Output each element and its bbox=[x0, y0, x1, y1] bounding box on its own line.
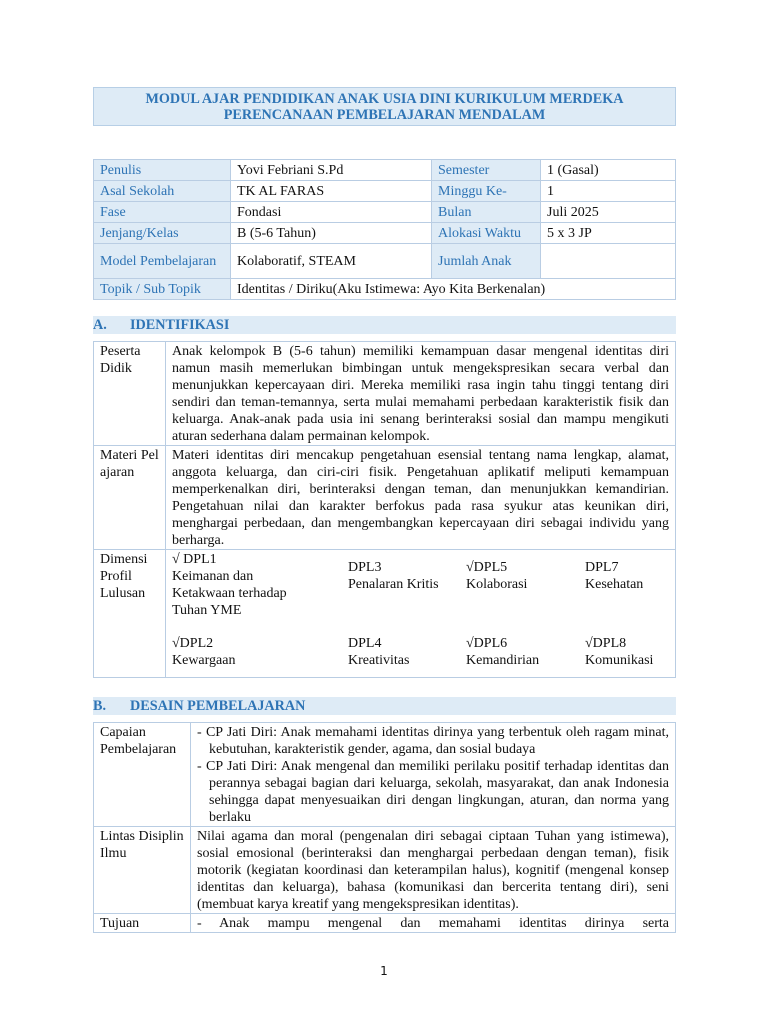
dpl-code: √DPL8 bbox=[585, 636, 627, 651]
materi-text: Materi identitas diri mencakup pengetahuan esensial tentang nama lengkap, alamat, anggota keluarga, dan ciri-ciri fisik. Pengetahuan aplikatif meliputi kemampuan memperkenalkan diri, berinteraksi dengan teman, dan menunjukkan kemandirian. Pengetahuan nilai dan karakter berfokus pada rasa syukur atas keunikan diri, menghargai perbedaan, dan mengembangkan kepercayaan diri sebagai individu yang berharga. bbox=[166, 446, 676, 550]
info-table bbox=[93, 159, 676, 300]
sekolah-label: Asal Sekolah bbox=[94, 181, 231, 202]
section-a-heading bbox=[93, 316, 676, 334]
dpl-item bbox=[585, 551, 669, 619]
section-a-number: A. bbox=[93, 317, 107, 333]
peserta-label: Peserta Didik bbox=[94, 342, 166, 446]
title-line-1: MODUL AJAR PENDIDIKAN ANAK USIA DINI KURIKULUM MERDEKA bbox=[145, 91, 624, 107]
dpl-name: Penalaran Kritis bbox=[348, 577, 439, 592]
section-b-heading bbox=[93, 697, 676, 715]
dpl-code: √DPL6 bbox=[466, 636, 508, 651]
section-b-number: B. bbox=[93, 698, 107, 714]
section-b-title: DESAIN PEMBELAJARAN bbox=[130, 698, 306, 714]
semester-label: Semester bbox=[432, 160, 541, 181]
capaian-cell bbox=[191, 723, 676, 827]
dpl-code: DPL7 bbox=[585, 560, 619, 575]
penulis-value: Yovi Febriani S.Pd bbox=[231, 160, 432, 181]
dpl-name: Kolaborasi bbox=[466, 577, 528, 592]
fase-value: Fondasi bbox=[231, 202, 432, 223]
sekolah-value: TK AL FARAS bbox=[231, 181, 432, 202]
document-page bbox=[93, 87, 676, 933]
fase-label: Fase bbox=[94, 202, 231, 223]
page-number: 1 bbox=[380, 964, 388, 978]
dpl-name: Kewargaan bbox=[172, 653, 236, 668]
bulan-label: Bulan bbox=[432, 202, 541, 223]
dimensi-label: Dimensi Profil Lulusan bbox=[94, 550, 166, 678]
bulan-value: Juli 2025 bbox=[541, 202, 676, 223]
penulis-label: Penulis bbox=[94, 160, 231, 181]
dpl-name: Keimanan dan Ketakwaan terhadap Tuhan YME bbox=[172, 569, 287, 618]
dpl-item bbox=[348, 619, 466, 669]
tujuan-text: - Anak mampu mengenal dan memahami identitas dirinya serta bbox=[191, 914, 676, 933]
minggu-label: Minggu Ke- bbox=[432, 181, 541, 202]
alokasi-value: 5 x 3 JP bbox=[541, 223, 676, 244]
dpl-code: √DPL5 bbox=[466, 560, 508, 575]
dpl-code: √ DPL1 bbox=[172, 552, 217, 567]
dpl-name: Kreativitas bbox=[348, 653, 410, 668]
semester-value: 1 (Gasal) bbox=[541, 160, 676, 181]
minggu-value: 1 bbox=[541, 181, 676, 202]
desain-table bbox=[93, 722, 676, 933]
dpl-code: DPL3 bbox=[348, 560, 382, 575]
identifikasi-table bbox=[93, 341, 676, 678]
materi-label: Materi Pelajaran bbox=[94, 446, 166, 550]
jumlah-value bbox=[541, 244, 676, 279]
dpl-item bbox=[466, 619, 585, 669]
model-label: Model Pembelajaran bbox=[94, 244, 231, 279]
dpl-name: Kemandirian bbox=[466, 653, 540, 668]
topik-label: Topik / Sub Topik bbox=[94, 279, 231, 300]
peserta-text: Anak kelompok B (5-6 tahun) memiliki kemampuan dasar mengenal identitas diri namun masih memerlukan bimbingan untuk mengekspresikan secara verbal dan menunjukkan kepercayaan diri. Mereka memiliki rasa ingin tahu tinggi tentang diri sendiri dan teman-temannya, serta mulai memahami perbedaan karakteristik fisik dan keluarga. Anak-anak pada usia ini senang berinteraksi sosial dan mampu mengikuti aturan sederhana dalam permainan kelompok. bbox=[166, 342, 676, 446]
capaian-item: - CP Jati Diri: Anak memahami identitas dirinya yang terbentuk oleh ragam minat, kebutuhan, karakteristik gender, agama, dan sosial budaya bbox=[197, 725, 669, 757]
jenjang-value: B (5-6 Tahun) bbox=[231, 223, 432, 244]
dpl-code: DPL4 bbox=[348, 636, 382, 651]
dpl-name: Kesehatan bbox=[585, 577, 644, 592]
dpl-code: √DPL2 bbox=[172, 636, 214, 651]
title-line-2: PERENCANAAN PEMBELAJARAN MENDALAM bbox=[223, 107, 546, 123]
lintas-text: Nilai agama dan moral (pengenalan diri sebagai ciptaan Tuhan yang istimewa), sosial emosional (berinteraksi dan menghargai perbedaan dengan teman), fisik motorik (kegiatan koordinasi dan keterampilan halus), kognitif (mengenal konsep identitas dan keluarga), bahasa (komunikasi dan bercerita tentang diri), seni (membuat karya kreatif yang mengekspresikan identitas). bbox=[191, 827, 676, 914]
dpl-item bbox=[172, 551, 348, 619]
tujuan-label: Tujuan bbox=[94, 914, 191, 933]
dpl-grid-cell bbox=[166, 550, 676, 678]
dpl-item bbox=[172, 619, 348, 669]
dpl-item bbox=[585, 619, 669, 669]
model-value: Kolaboratif, STEAM bbox=[231, 244, 432, 279]
dpl-item bbox=[466, 551, 585, 619]
jumlah-label: Jumlah Anak bbox=[432, 244, 541, 279]
dpl-item bbox=[348, 551, 466, 619]
dpl-grid bbox=[172, 551, 669, 669]
topik-value: Identitas / Diriku(Aku Istimewa: Ayo Kita Berkenalan) bbox=[231, 279, 676, 300]
section-a-title: IDENTIFIKASI bbox=[130, 317, 230, 333]
capaian-label: Capaian Pembelajaran bbox=[94, 723, 191, 827]
dpl-name: Komunikasi bbox=[585, 653, 654, 668]
capaian-list bbox=[197, 724, 669, 826]
document-title bbox=[93, 87, 676, 126]
lintas-label: Lintas Disiplin Ilmu bbox=[94, 827, 191, 914]
capaian-item: - CP Jati Diri: Anak mengenal dan memiliki perilaku positif terhadap identitas dan perannya sebagai bagian dari keluarga, sekolah, masyarakat, dan anak Indonesia sehingga dapat menyesuaikan diri dengan lingkungan, aturan, dan norma yang berlaku bbox=[197, 759, 669, 825]
alokasi-label: Alokasi Waktu bbox=[432, 223, 541, 244]
jenjang-label: Jenjang/Kelas bbox=[94, 223, 231, 244]
